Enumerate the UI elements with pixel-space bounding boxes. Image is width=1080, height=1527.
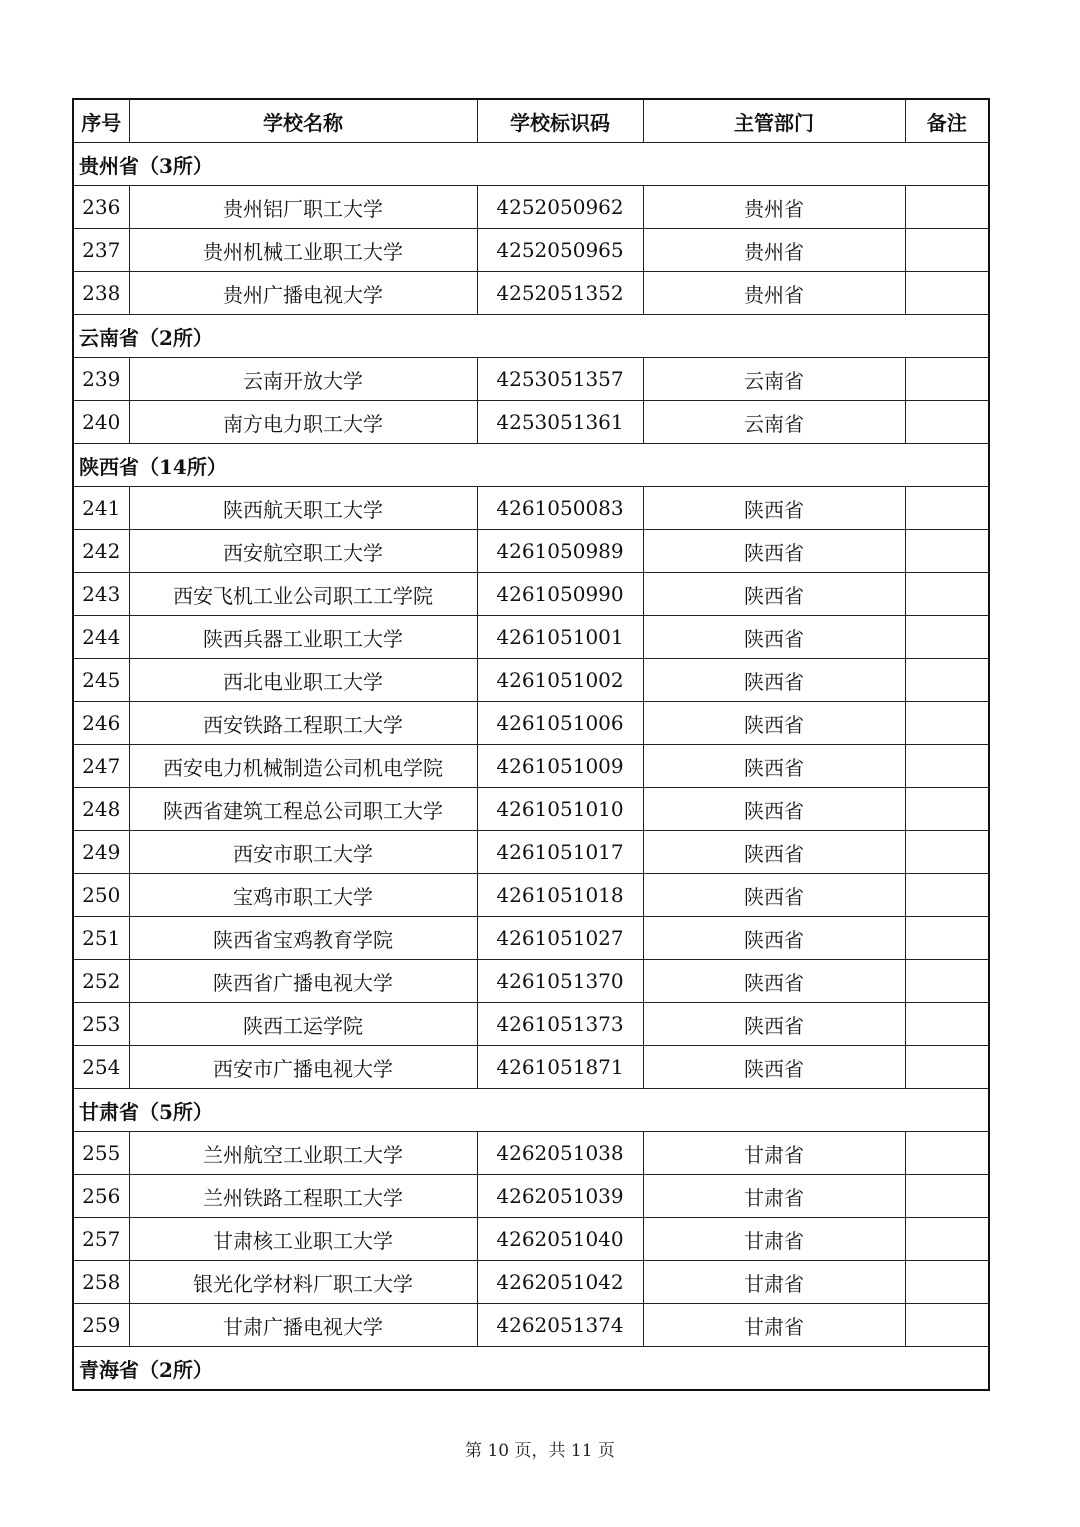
cell-school-code: 4261050990 <box>477 573 643 616</box>
table-row <box>73 358 989 401</box>
section-title <box>73 444 989 487</box>
table-row <box>73 573 989 616</box>
section-province: 甘肃省 <box>79 1099 139 1124</box>
cell-school-code: 4262051374 <box>477 1304 643 1347</box>
cell-school-code: 4261051027 <box>477 917 643 960</box>
table-row <box>73 487 989 530</box>
cell-note <box>905 917 989 960</box>
cell-note <box>905 358 989 401</box>
table-row <box>73 1046 989 1089</box>
cell-school-name: 西北电业职工大学 <box>129 659 477 702</box>
cell-school-code: 4261051373 <box>477 1003 643 1046</box>
cell-department: 陕西省 <box>643 917 905 960</box>
cell-department: 陕西省 <box>643 745 905 788</box>
cell-department: 云南省 <box>643 401 905 444</box>
section-province: 陕西省 <box>79 454 139 479</box>
cell-seq: 249 <box>73 831 129 874</box>
table-row <box>73 1132 989 1175</box>
cell-school-name: 西安飞机工业公司职工工学院 <box>129 573 477 616</box>
cell-seq: 246 <box>73 702 129 745</box>
cell-school-code: 4261051017 <box>477 831 643 874</box>
cell-seq: 253 <box>73 1003 129 1046</box>
cell-seq: 248 <box>73 788 129 831</box>
cell-department: 陕西省 <box>643 616 905 659</box>
table-row <box>73 1261 989 1304</box>
cell-school-name: 宝鸡市职工大学 <box>129 874 477 917</box>
table-row <box>73 616 989 659</box>
cell-school-code: 4252050962 <box>477 186 643 229</box>
section-province: 贵州省 <box>79 153 139 178</box>
cell-department: 陕西省 <box>643 702 905 745</box>
cell-note <box>905 659 989 702</box>
cell-school-code: 4261051009 <box>477 745 643 788</box>
cell-note <box>905 1304 989 1347</box>
cell-school-name: 甘肃广播电视大学 <box>129 1304 477 1347</box>
cell-note <box>905 1046 989 1089</box>
header-department: 主管部门 <box>643 99 905 143</box>
cell-school-code: 4262051040 <box>477 1218 643 1261</box>
cell-note <box>905 960 989 1003</box>
cell-seq: 259 <box>73 1304 129 1347</box>
cell-department: 贵州省 <box>643 229 905 272</box>
table-row <box>73 186 989 229</box>
cell-department: 贵州省 <box>643 186 905 229</box>
cell-note <box>905 1218 989 1261</box>
table-row <box>73 960 989 1003</box>
cell-note <box>905 186 989 229</box>
cell-school-name: 银光化学材料厂职工大学 <box>129 1261 477 1304</box>
cell-note <box>905 229 989 272</box>
cell-note <box>905 1132 989 1175</box>
cell-note <box>905 745 989 788</box>
cell-seq: 258 <box>73 1261 129 1304</box>
section-province: 云南省 <box>79 325 139 350</box>
cell-note <box>905 616 989 659</box>
cell-school-code: 4261051010 <box>477 788 643 831</box>
section-title <box>73 143 989 186</box>
cell-department: 陕西省 <box>643 573 905 616</box>
cell-department: 陕西省 <box>643 659 905 702</box>
cell-seq: 239 <box>73 358 129 401</box>
cell-department: 陕西省 <box>643 831 905 874</box>
cell-department: 云南省 <box>643 358 905 401</box>
section-row <box>73 315 989 358</box>
cell-school-name: 西安电力机械制造公司机电学院 <box>129 745 477 788</box>
cell-seq: 240 <box>73 401 129 444</box>
table-row <box>73 1304 989 1347</box>
cell-school-name: 西安市职工大学 <box>129 831 477 874</box>
cell-department: 甘肃省 <box>643 1304 905 1347</box>
cell-school-name: 西安铁路工程职工大学 <box>129 702 477 745</box>
cell-seq: 257 <box>73 1218 129 1261</box>
table-row <box>73 702 989 745</box>
cell-department: 陕西省 <box>643 960 905 1003</box>
section-province: 青海省 <box>79 1357 139 1382</box>
cell-note <box>905 487 989 530</box>
cell-note <box>905 1003 989 1046</box>
cell-school-name: 西安市广播电视大学 <box>129 1046 477 1089</box>
cell-school-name: 陕西省广播电视大学 <box>129 960 477 1003</box>
section-count: （2所） <box>139 1357 213 1382</box>
cell-school-code: 4262051042 <box>477 1261 643 1304</box>
header-seq: 序号 <box>73 99 129 143</box>
cell-school-name: 陕西航天职工大学 <box>129 487 477 530</box>
cell-seq: 254 <box>73 1046 129 1089</box>
cell-department: 甘肃省 <box>643 1175 905 1218</box>
cell-school-name: 陕西工运学院 <box>129 1003 477 1046</box>
table-row <box>73 1218 989 1261</box>
cell-school-code: 4262051039 <box>477 1175 643 1218</box>
section-count: （5所） <box>139 1099 213 1124</box>
cell-school-code: 4261051018 <box>477 874 643 917</box>
cell-school-name: 西安航空职工大学 <box>129 530 477 573</box>
cell-school-name: 贵州铝厂职工大学 <box>129 186 477 229</box>
cell-note <box>905 530 989 573</box>
cell-school-name: 贵州机械工业职工大学 <box>129 229 477 272</box>
table-row <box>73 229 989 272</box>
cell-note <box>905 573 989 616</box>
cell-seq: 242 <box>73 530 129 573</box>
section-title <box>73 315 989 358</box>
table-row <box>73 745 989 788</box>
section-count: （14所） <box>139 454 227 479</box>
cell-department: 甘肃省 <box>643 1261 905 1304</box>
table-row <box>73 272 989 315</box>
cell-school-code: 4261051001 <box>477 616 643 659</box>
cell-department: 陕西省 <box>643 530 905 573</box>
cell-school-code: 4253051357 <box>477 358 643 401</box>
cell-school-name: 陕西兵器工业职工大学 <box>129 616 477 659</box>
cell-school-name: 南方电力职工大学 <box>129 401 477 444</box>
cell-school-name: 云南开放大学 <box>129 358 477 401</box>
cell-seq: 241 <box>73 487 129 530</box>
cell-seq: 245 <box>73 659 129 702</box>
cell-school-name: 兰州航空工业职工大学 <box>129 1132 477 1175</box>
table-row <box>73 874 989 917</box>
table-row <box>73 788 989 831</box>
section-title <box>73 1347 989 1391</box>
section-row <box>73 143 989 186</box>
cell-school-code: 4261050083 <box>477 487 643 530</box>
table-row <box>73 659 989 702</box>
table-row <box>73 917 989 960</box>
cell-school-name: 兰州铁路工程职工大学 <box>129 1175 477 1218</box>
table-row <box>73 1175 989 1218</box>
cell-school-code: 4252051352 <box>477 272 643 315</box>
section-count: （3所） <box>139 153 213 178</box>
table-row <box>73 831 989 874</box>
cell-school-code: 4262051038 <box>477 1132 643 1175</box>
table-row <box>73 401 989 444</box>
cell-note <box>905 1261 989 1304</box>
cell-school-name: 甘肃核工业职工大学 <box>129 1218 477 1261</box>
cell-note <box>905 874 989 917</box>
cell-note <box>905 1175 989 1218</box>
cell-seq: 250 <box>73 874 129 917</box>
page-footer: 第 10 页，共 11 页 <box>465 1441 615 1461</box>
table-row <box>73 530 989 573</box>
cell-school-code: 4253051361 <box>477 401 643 444</box>
cell-department: 贵州省 <box>643 272 905 315</box>
header-school-name: 学校名称 <box>129 99 477 143</box>
cell-note <box>905 788 989 831</box>
cell-school-code: 4261050989 <box>477 530 643 573</box>
section-row <box>73 1089 989 1132</box>
cell-department: 陕西省 <box>643 874 905 917</box>
cell-school-code: 4261051006 <box>477 702 643 745</box>
cell-seq: 243 <box>73 573 129 616</box>
header-note: 备注 <box>905 99 989 143</box>
table-header-row <box>73 99 989 143</box>
section-count: （2所） <box>139 325 213 350</box>
cell-department: 陕西省 <box>643 1003 905 1046</box>
cell-department: 陕西省 <box>643 788 905 831</box>
cell-seq: 247 <box>73 745 129 788</box>
cell-school-code: 4261051871 <box>477 1046 643 1089</box>
section-row <box>73 1347 989 1391</box>
cell-school-code: 4252050965 <box>477 229 643 272</box>
cell-seq: 251 <box>73 917 129 960</box>
cell-seq: 244 <box>73 616 129 659</box>
cell-seq: 237 <box>73 229 129 272</box>
table-body <box>73 143 989 1391</box>
cell-department: 陕西省 <box>643 1046 905 1089</box>
header-school-code: 学校标识码 <box>477 99 643 143</box>
cell-department: 陕西省 <box>643 487 905 530</box>
cell-school-name: 贵州广播电视大学 <box>129 272 477 315</box>
cell-note <box>905 702 989 745</box>
cell-note <box>905 401 989 444</box>
cell-department: 甘肃省 <box>643 1132 905 1175</box>
cell-school-code: 4261051002 <box>477 659 643 702</box>
school-list-table <box>72 98 990 1391</box>
cell-seq: 255 <box>73 1132 129 1175</box>
cell-seq: 256 <box>73 1175 129 1218</box>
cell-seq: 236 <box>73 186 129 229</box>
cell-school-name: 陕西省建筑工程总公司职工大学 <box>129 788 477 831</box>
cell-note <box>905 831 989 874</box>
section-title <box>73 1089 989 1132</box>
table-row <box>73 1003 989 1046</box>
cell-seq: 252 <box>73 960 129 1003</box>
cell-seq: 238 <box>73 272 129 315</box>
cell-department: 甘肃省 <box>643 1218 905 1261</box>
section-row <box>73 444 989 487</box>
cell-note <box>905 272 989 315</box>
cell-school-code: 4261051370 <box>477 960 643 1003</box>
cell-school-name: 陕西省宝鸡教育学院 <box>129 917 477 960</box>
